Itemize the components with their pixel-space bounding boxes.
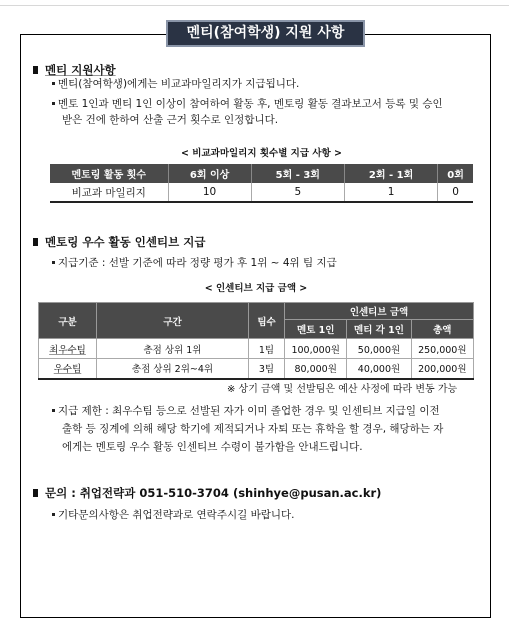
table-cell: 비교과 마일리지 — [50, 183, 168, 202]
table-cell: 200,000원 — [411, 359, 473, 379]
table-header: 멘토링 활동 횟수 — [50, 164, 168, 183]
table-header: 팀수 — [249, 303, 285, 339]
table-header: 구분 — [39, 303, 97, 339]
table-header: 0회 — [438, 164, 473, 183]
bullet-icon — [52, 409, 55, 412]
page-title: 멘티(참여학생) 지원 사항 — [166, 20, 365, 47]
budget-note: ※ 상기 금액 및 선발팀은 예산 사정에 따라 변동 가능 — [227, 384, 458, 395]
table-caption: < 인센티브 지급 금액 > — [204, 283, 308, 294]
bullet-icon — [52, 82, 55, 85]
table-header-row — [39, 303, 474, 320]
table-row — [50, 183, 473, 202]
list-item-continuation: 출학 등 징계에 의해 해당 학기에 제적되거나 자퇴 또는 휴학을 할 경우, 해당하는 자 — [62, 423, 444, 435]
table-header-row — [50, 164, 473, 183]
bullet-icon — [52, 513, 55, 516]
list-item: 기타문의사항은 취업전략과로 연락주시길 바랍니다. — [52, 505, 295, 525]
table-header: 총액 — [411, 319, 473, 338]
table-header: 구간 — [97, 303, 249, 339]
table-cell: 40,000원 — [347, 359, 411, 379]
section-heading: 멘티 지원사항 — [45, 63, 116, 77]
table-cell: 5 — [251, 183, 344, 202]
table-header: 멘티 각 1인 — [347, 319, 411, 338]
table-cell: 총점 상위 1위 — [97, 339, 249, 359]
table-cell: 1팀 — [249, 339, 285, 359]
list-item: 지급 제한 : 최우수팀 등으로 선발된 자가 이미 졸업한 경우 및 인센티브 지급일 이전 — [52, 401, 440, 421]
table-header: 6회 이상 — [168, 164, 251, 183]
section-heading: 멘토링 우수 활동 인센티브 지급 — [45, 235, 206, 249]
table-header: 2회 - 1회 — [344, 164, 437, 183]
table-row — [39, 339, 474, 359]
table-cell: 100,000원 — [285, 339, 347, 359]
list-item: 멘티(참여학생)에게는 비교과마일리지가 지급됩니다. — [52, 74, 299, 94]
table-cell: 우수팀 — [39, 359, 97, 379]
list-item: 지급기준 : 선발 기준에 따라 정량 평가 후 1위 ~ 4위 팀 지급 — [52, 253, 337, 273]
table-cell: 총점 상위 2위~4위 — [97, 359, 249, 379]
mileage-table — [50, 164, 473, 203]
table-row — [39, 359, 474, 379]
section-incentive — [33, 234, 205, 250]
table-cell: 10 — [168, 183, 251, 202]
section-heading: 문의 : 취업전략과 051-510-3704 (shinhye@pusan.ac.kr) — [45, 486, 382, 500]
incentive-table — [38, 302, 474, 380]
bullet-icon — [52, 261, 55, 264]
bullet-icon — [52, 102, 55, 105]
header-rule — [0, 0, 509, 6]
table-cell: 0 — [452, 186, 459, 198]
square-bullet-icon — [33, 489, 38, 497]
square-bullet-icon — [33, 238, 38, 246]
table-cell: 50,000원 — [347, 339, 411, 359]
table-header: 멘토 1인 — [285, 319, 347, 338]
table-caption: < 비교과마일리지 횟수별 지급 사항 > — [181, 148, 342, 159]
section-contact — [33, 485, 381, 501]
table-cell: 80,000원 — [285, 359, 347, 379]
table-header: 인센티브 금액 — [285, 303, 474, 320]
list-item-continuation: 받은 건에 한하여 산출 근거 횟수로 인정합니다. — [62, 114, 279, 126]
table-cell: 3팀 — [249, 359, 285, 379]
square-bullet-icon — [33, 66, 38, 74]
table-cell: 250,000원 — [411, 339, 473, 359]
table-cell: 최우수팀 — [39, 339, 97, 359]
list-item-continuation: 에게는 멘토링 우수 활동 인센티브 수령이 불가함을 안내드립니다. — [62, 441, 363, 453]
table-cell: 1 — [344, 183, 437, 202]
table-header: 5회 - 3회 — [251, 164, 344, 183]
list-item: 멘토 1인과 멘티 1인 이상이 참여하여 활동 후, 멘토링 활동 결과보고서 등록 및 승인 — [52, 94, 443, 114]
